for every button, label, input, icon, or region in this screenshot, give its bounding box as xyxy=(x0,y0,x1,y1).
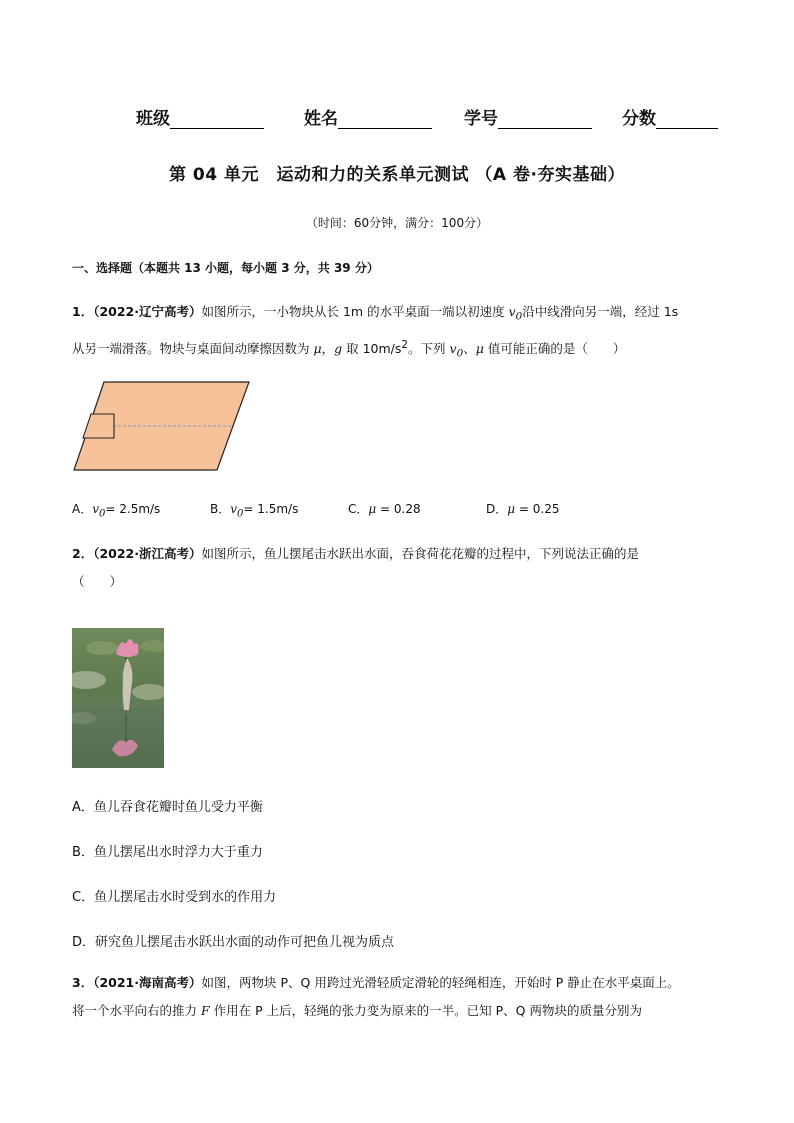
opt-mu: μ xyxy=(507,502,516,516)
stem-reflection xyxy=(125,714,127,742)
q1-text: 。下列 xyxy=(408,340,450,356)
option-letter: A． xyxy=(72,502,93,516)
question-1-line-1 xyxy=(72,298,732,331)
block xyxy=(83,414,114,438)
opt-var: v xyxy=(92,502,99,516)
class-blank[interactable] xyxy=(170,111,264,129)
q1-sup: 2 xyxy=(401,338,409,351)
q1-var-v: v xyxy=(449,340,457,356)
score-blank[interactable] xyxy=(656,111,718,129)
exam-meta: （时间：60分钟，满分：100分） xyxy=(305,216,489,230)
question-2-lead: 2．（2022·浙江高考） xyxy=(72,546,202,561)
question-1-lead: 1．（2022·辽宁高考） xyxy=(72,304,202,319)
fish-lotus-photo xyxy=(72,628,164,768)
q1-sub-0: 0 xyxy=(456,347,464,360)
section-title: 一、选择题（本题共 13 小题，每小题 3 分，共 39 分） xyxy=(72,261,379,275)
q1-g: g xyxy=(334,340,343,356)
question-2 xyxy=(72,540,732,596)
q2-option-c[interactable]: C．鱼儿摆尾击水时受到水的作用力 xyxy=(72,890,277,905)
q1-text: ， xyxy=(321,340,335,356)
q3-text: 将一个水平向右的推力 xyxy=(72,1003,201,1018)
name-field xyxy=(304,104,432,129)
question-3-lead: 3．（2021·海南高考） xyxy=(72,975,202,990)
q3-force-f: F xyxy=(200,1003,210,1018)
opt-var: v xyxy=(230,502,238,516)
opt-val: = 2.5m/s xyxy=(105,502,161,516)
name-blank[interactable] xyxy=(338,111,432,129)
page-title: 第 04 单元 运动和力的关系单元测试 （A 卷·夯实基础） xyxy=(169,165,625,185)
option-letter: D． xyxy=(486,502,508,516)
class-label: 班级 xyxy=(136,109,170,129)
q1-var-v: v xyxy=(508,304,516,319)
question-2-line-2: （ ） xyxy=(72,574,123,589)
question-1 xyxy=(72,298,732,367)
q2-text: 如图所示，鱼儿摆尾击水跃出水面，吞食荷花花瓣的过程中，下列说法正确的是 xyxy=(201,546,640,561)
question-1-line-2 xyxy=(72,331,732,368)
q1-text: 取 10m/s xyxy=(342,340,402,356)
opt-val: = 0.25 xyxy=(515,502,560,516)
q1-text: 值可能正确的是（ ） xyxy=(483,340,626,356)
question-3-line-1 xyxy=(72,969,732,997)
option-letter: B． xyxy=(210,502,231,516)
class-field xyxy=(136,104,264,129)
q1-text: 从另一端滑落。物块与桌面间动摩擦因数为 xyxy=(72,340,314,356)
q1-option-a[interactable] xyxy=(72,500,160,519)
question-3-line-2 xyxy=(72,997,732,1025)
opt-sub: 0 xyxy=(99,508,106,520)
water-surface xyxy=(72,708,164,768)
q2-option-d[interactable]: D．研究鱼儿摆尾击水跃出水面的动作可把鱼儿视为质点 xyxy=(72,935,395,950)
option-letter: C． xyxy=(348,502,369,516)
id-field xyxy=(464,104,592,129)
score-field xyxy=(622,104,718,129)
opt-sub: 0 xyxy=(237,508,244,520)
table-diagram xyxy=(72,380,252,472)
name-label: 姓名 xyxy=(304,109,338,129)
q1-mu: μ xyxy=(475,340,484,356)
q1-text: 、 xyxy=(463,340,476,356)
q1-option-c[interactable] xyxy=(348,500,421,517)
id-blank[interactable] xyxy=(498,111,592,129)
score-label: 分数 xyxy=(622,109,656,129)
opt-val: = 0.28 xyxy=(376,502,421,516)
question-3 xyxy=(72,969,732,1025)
opt-mu: μ xyxy=(368,502,377,516)
id-label: 学号 xyxy=(464,109,498,129)
q2-option-b[interactable]: B．鱼儿摆尾出水时浮力大于重力 xyxy=(72,845,263,860)
q1-option-d[interactable] xyxy=(486,500,559,517)
q1-sub-0: 0 xyxy=(515,310,523,323)
q3-text: 作用在 P 上后，轻绳的张力变为原来的一半。已知 P、Q 两物块的质量分别为 xyxy=(209,1003,642,1018)
q1-text: 如图所示，一小物块从长 1m 的水平桌面一端以初速度 xyxy=(201,304,509,319)
q2-option-a[interactable]: A．鱼儿吞食花瓣时鱼儿受力平衡 xyxy=(72,800,263,815)
lotus-leaf xyxy=(86,641,118,655)
q1-mu: μ xyxy=(313,340,322,356)
q1-option-b[interactable] xyxy=(210,500,298,519)
question-2-line-1 xyxy=(72,540,732,568)
q3-text: 如图，两物块 P、Q 用跨过光滑轻质定滑轮的轻绳相连，开始时 P 静止在水平桌面上。 xyxy=(201,975,680,990)
opt-val: = 1.5m/s xyxy=(243,502,299,516)
q1-text: 沿中线滑向另一端，经过 1s xyxy=(522,304,679,319)
